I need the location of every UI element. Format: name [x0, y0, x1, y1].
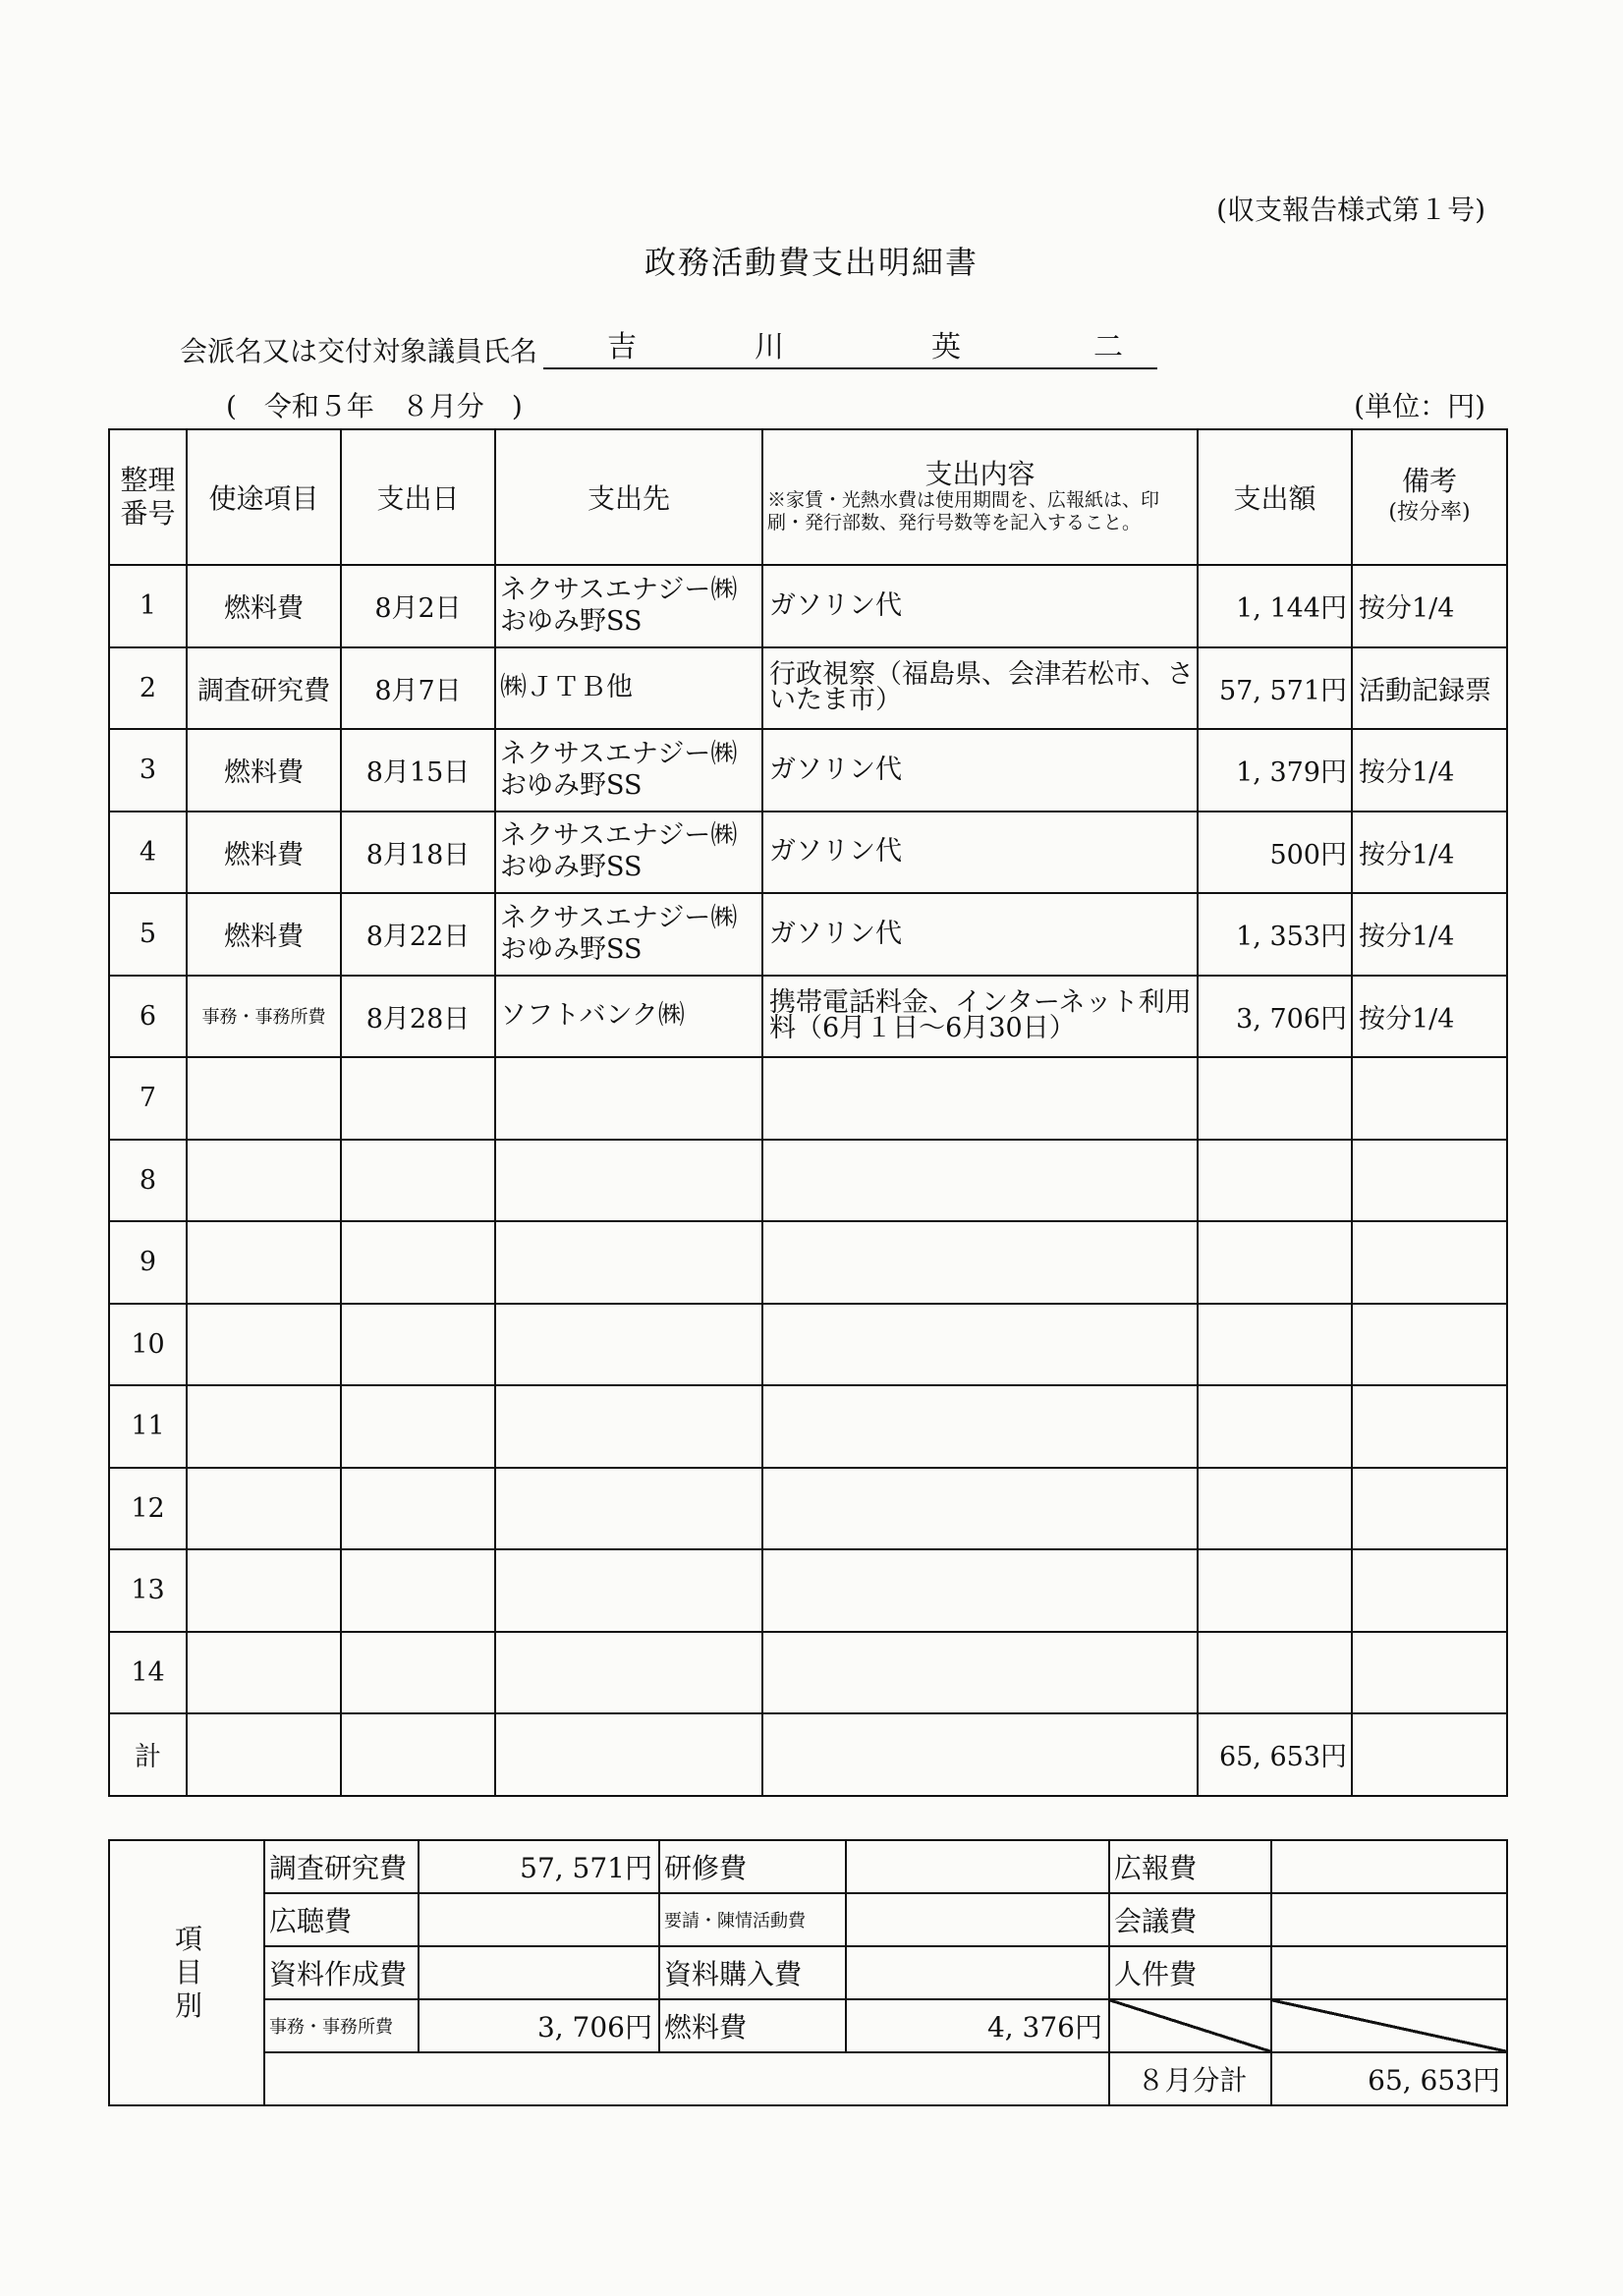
row-content — [762, 1713, 1198, 1796]
row-amount — [1198, 1140, 1352, 1222]
unit-label: (単位：円) — [1354, 390, 1485, 422]
col-no-line2: 番号 — [120, 497, 176, 530]
row-content — [762, 1468, 1198, 1550]
row-category — [187, 1549, 341, 1632]
col-content-note: ※家賃・光熱水費は使用期間を、広報紙は、印刷・発行部数、発行号数等を記入すること。 — [767, 489, 1160, 533]
summary-table — [108, 1839, 1508, 2106]
row-amount: 1, 353円 — [1198, 893, 1352, 976]
row-content — [762, 1385, 1198, 1468]
summary-label — [109, 1840, 264, 2105]
row-date: 8月28日 — [341, 976, 495, 1058]
summary-item-amount — [846, 1946, 1109, 1999]
row-amount: 500円 — [1198, 812, 1352, 894]
table-row — [109, 893, 1507, 976]
row-note — [1352, 1385, 1507, 1468]
row-number: 9 — [109, 1221, 187, 1304]
row-content — [762, 1057, 1198, 1140]
summary-item-label: 要請・陳情活動費 — [659, 1893, 846, 1946]
col-no-header — [109, 429, 187, 565]
period: ( 令和５年 ８月分 ) — [226, 390, 523, 422]
row-payee — [495, 1713, 762, 1796]
name-char: 二 — [1093, 330, 1124, 364]
row-amount: 57, 571円 — [1198, 647, 1352, 730]
total-row — [109, 1713, 1507, 1796]
summary-empty-slashed — [1271, 1999, 1507, 2052]
row-date — [341, 1632, 495, 1714]
col-note-title: 備考 — [1401, 465, 1457, 497]
name-label: 会派名又は交付対象議員氏名 — [180, 335, 538, 367]
summary-total-label: ８月分計 — [1109, 2052, 1271, 2105]
row-payee — [495, 1549, 762, 1632]
form-number: (収支報告様式第１号) — [1216, 194, 1485, 226]
summary-empty-slashed — [1109, 1999, 1271, 2052]
table-row — [109, 812, 1507, 894]
summary-blank — [264, 2052, 1109, 2105]
row-category: 燃料費 — [187, 729, 341, 812]
summary-item-label: 資料購入費 — [659, 1946, 846, 1999]
row-category — [187, 1385, 341, 1468]
col-payee-header: 支出先 — [495, 429, 762, 565]
col-no-line1: 整理 — [120, 464, 176, 496]
summary-item-label: 研修費 — [659, 1840, 846, 1893]
row-payee: ネクサスエナジー㈱おゆみ野SS — [495, 812, 762, 894]
row-note — [1352, 1549, 1507, 1632]
row-category — [187, 1140, 341, 1222]
row-date: 8月18日 — [341, 812, 495, 894]
summary-item-amount — [846, 1893, 1109, 1946]
col-note-header — [1352, 429, 1507, 565]
row-payee — [495, 1057, 762, 1140]
col-date-header: 支出日 — [341, 429, 495, 565]
row-payee — [495, 1385, 762, 1468]
row-category — [187, 1468, 341, 1550]
table-row — [109, 1468, 1507, 1550]
row-amount: 3, 706円 — [1198, 976, 1352, 1058]
row-amount — [1198, 1468, 1352, 1550]
row-number: 1 — [109, 565, 187, 647]
row-date: 8月7日 — [341, 647, 495, 730]
summary-item-label: 資料作成費 — [264, 1946, 419, 1999]
row-number: 10 — [109, 1304, 187, 1386]
summary-label-char: 別 — [174, 1989, 202, 2022]
row-note — [1352, 1468, 1507, 1550]
row-amount — [1198, 1549, 1352, 1632]
summary-label-char: 目 — [174, 1956, 202, 1988]
row-number: 13 — [109, 1549, 187, 1632]
summary-item-amount: 3, 706円 — [419, 1999, 659, 2052]
summary-item-label: 人件費 — [1109, 1946, 1271, 1999]
row-number: 2 — [109, 647, 187, 730]
row-category — [187, 1057, 341, 1140]
row-number: 計 — [109, 1713, 187, 1796]
row-note — [1352, 1304, 1507, 1386]
row-amount — [1198, 1221, 1352, 1304]
row-date — [341, 1468, 495, 1550]
row-date — [341, 1385, 495, 1468]
row-category — [187, 1632, 341, 1714]
row-note: 按分1/4 — [1352, 729, 1507, 812]
name-char: 川 — [755, 330, 785, 364]
row-amount — [1198, 1632, 1352, 1714]
expense-table — [108, 428, 1508, 1797]
row-amount: 1, 144円 — [1198, 565, 1352, 647]
table-row — [109, 647, 1507, 730]
name-line — [543, 332, 1157, 369]
summary-item-amount: 4, 376円 — [846, 1999, 1109, 2052]
row-number: 3 — [109, 729, 187, 812]
row-number: 7 — [109, 1057, 187, 1140]
summary-item-amount — [1271, 1840, 1507, 1893]
col-category-header: 使途項目 — [187, 429, 341, 565]
row-category — [187, 1713, 341, 1796]
row-payee — [495, 1221, 762, 1304]
row-date — [341, 1140, 495, 1222]
name-row — [180, 330, 1157, 369]
col-amount-header: 支出額 — [1198, 429, 1352, 565]
row-number: 8 — [109, 1140, 187, 1222]
summary-item-amount — [1271, 1893, 1507, 1946]
row-note — [1352, 1057, 1507, 1140]
row-content — [762, 1304, 1198, 1386]
summary-total-amount: 65, 653円 — [1271, 2052, 1507, 2105]
summary-item-label: 調査研究費 — [264, 1840, 419, 1893]
table-row — [109, 1385, 1507, 1468]
row-content: ガソリン代 — [762, 893, 1198, 976]
summary-item-amount — [419, 1893, 659, 1946]
row-payee — [495, 1140, 762, 1222]
row-content: 行政視察（福島県、会津若松市、さいたま市） — [762, 647, 1198, 730]
row-content: ガソリン代 — [762, 729, 1198, 812]
row-date: 8月22日 — [341, 893, 495, 976]
row-date — [341, 1713, 495, 1796]
name-char: 吉 — [607, 330, 638, 364]
row-number: 12 — [109, 1468, 187, 1550]
table-row — [109, 1221, 1507, 1304]
row-number: 11 — [109, 1385, 187, 1468]
row-content — [762, 1549, 1198, 1632]
row-payee — [495, 1304, 762, 1386]
row-amount — [1198, 1057, 1352, 1140]
row-category: 燃料費 — [187, 565, 341, 647]
table-row — [109, 1632, 1507, 1714]
summary-item-label: 広報費 — [1109, 1840, 1271, 1893]
row-note — [1352, 1713, 1507, 1796]
row-note: 按分1/4 — [1352, 812, 1507, 894]
row-category — [187, 1221, 341, 1304]
row-date — [341, 1549, 495, 1632]
row-date — [341, 1304, 495, 1386]
summary-item-label: 広聴費 — [264, 1893, 419, 1946]
row-note: 按分1/4 — [1352, 976, 1507, 1058]
summary-item-amount: 57, 571円 — [419, 1840, 659, 1893]
row-date: 8月2日 — [341, 565, 495, 647]
row-note: 按分1/4 — [1352, 893, 1507, 976]
row-number: 5 — [109, 893, 187, 976]
row-amount: 1, 379円 — [1198, 729, 1352, 812]
row-amount — [1198, 1385, 1352, 1468]
row-category: 燃料費 — [187, 812, 341, 894]
col-note-sub: (按分率) — [1388, 500, 1471, 525]
row-payee: ネクサスエナジー㈱おゆみ野SS — [495, 893, 762, 976]
col-content-title: 支出内容 — [924, 458, 1035, 490]
row-date: 8月15日 — [341, 729, 495, 812]
row-payee: ネクサスエナジー㈱おゆみ野SS — [495, 729, 762, 812]
row-note — [1352, 1221, 1507, 1304]
table-row — [109, 1549, 1507, 1632]
row-category — [187, 1304, 341, 1386]
row-category: 調査研究費 — [187, 647, 341, 730]
row-payee: ネクサスエナジー㈱おゆみ野SS — [495, 565, 762, 647]
table-row — [109, 729, 1507, 812]
name-char: 英 — [931, 330, 962, 364]
row-note: 活動記録票 — [1352, 647, 1507, 730]
row-payee — [495, 1468, 762, 1550]
col-content-header — [762, 429, 1198, 565]
row-note: 按分1/4 — [1352, 565, 1507, 647]
row-content: 携帯電話料金、インターネット利用料（6月１日～6月30日） — [762, 976, 1198, 1058]
document-title: 政務活動費支出明細書 — [644, 244, 979, 281]
summary-item-label: 事務・事務所費 — [264, 1999, 419, 2052]
row-category: 燃料費 — [187, 893, 341, 976]
table-row — [109, 1140, 1507, 1222]
row-number: 4 — [109, 812, 187, 894]
table-row — [109, 1304, 1507, 1386]
row-content: ガソリン代 — [762, 565, 1198, 647]
summary-item-amount — [1271, 1946, 1507, 1999]
row-content — [762, 1221, 1198, 1304]
row-number: 6 — [109, 976, 187, 1058]
row-amount — [1198, 1304, 1352, 1386]
table-row — [109, 1057, 1507, 1140]
row-content: ガソリン代 — [762, 812, 1198, 894]
row-date — [341, 1057, 495, 1140]
row-payee — [495, 1632, 762, 1714]
row-date — [341, 1221, 495, 1304]
row-note — [1352, 1632, 1507, 1714]
row-payee: ソフトバンク㈱ — [495, 976, 762, 1058]
summary-label-char: 項 — [174, 1923, 202, 1955]
row-amount: 65, 653円 — [1198, 1713, 1352, 1796]
summary-item-amount — [846, 1840, 1109, 1893]
table-row — [109, 565, 1507, 647]
summary-item-label: 燃料費 — [659, 1999, 846, 2052]
row-note — [1352, 1140, 1507, 1222]
summary-item-amount — [419, 1946, 659, 1999]
table-row — [109, 976, 1507, 1058]
row-number: 14 — [109, 1632, 187, 1714]
summary-item-label: 会議費 — [1109, 1893, 1271, 1946]
row-category: 事務・事務所費 — [187, 976, 341, 1058]
row-content — [762, 1632, 1198, 1714]
row-payee: ㈱ＪＴＢ他 — [495, 647, 762, 730]
row-content — [762, 1140, 1198, 1222]
